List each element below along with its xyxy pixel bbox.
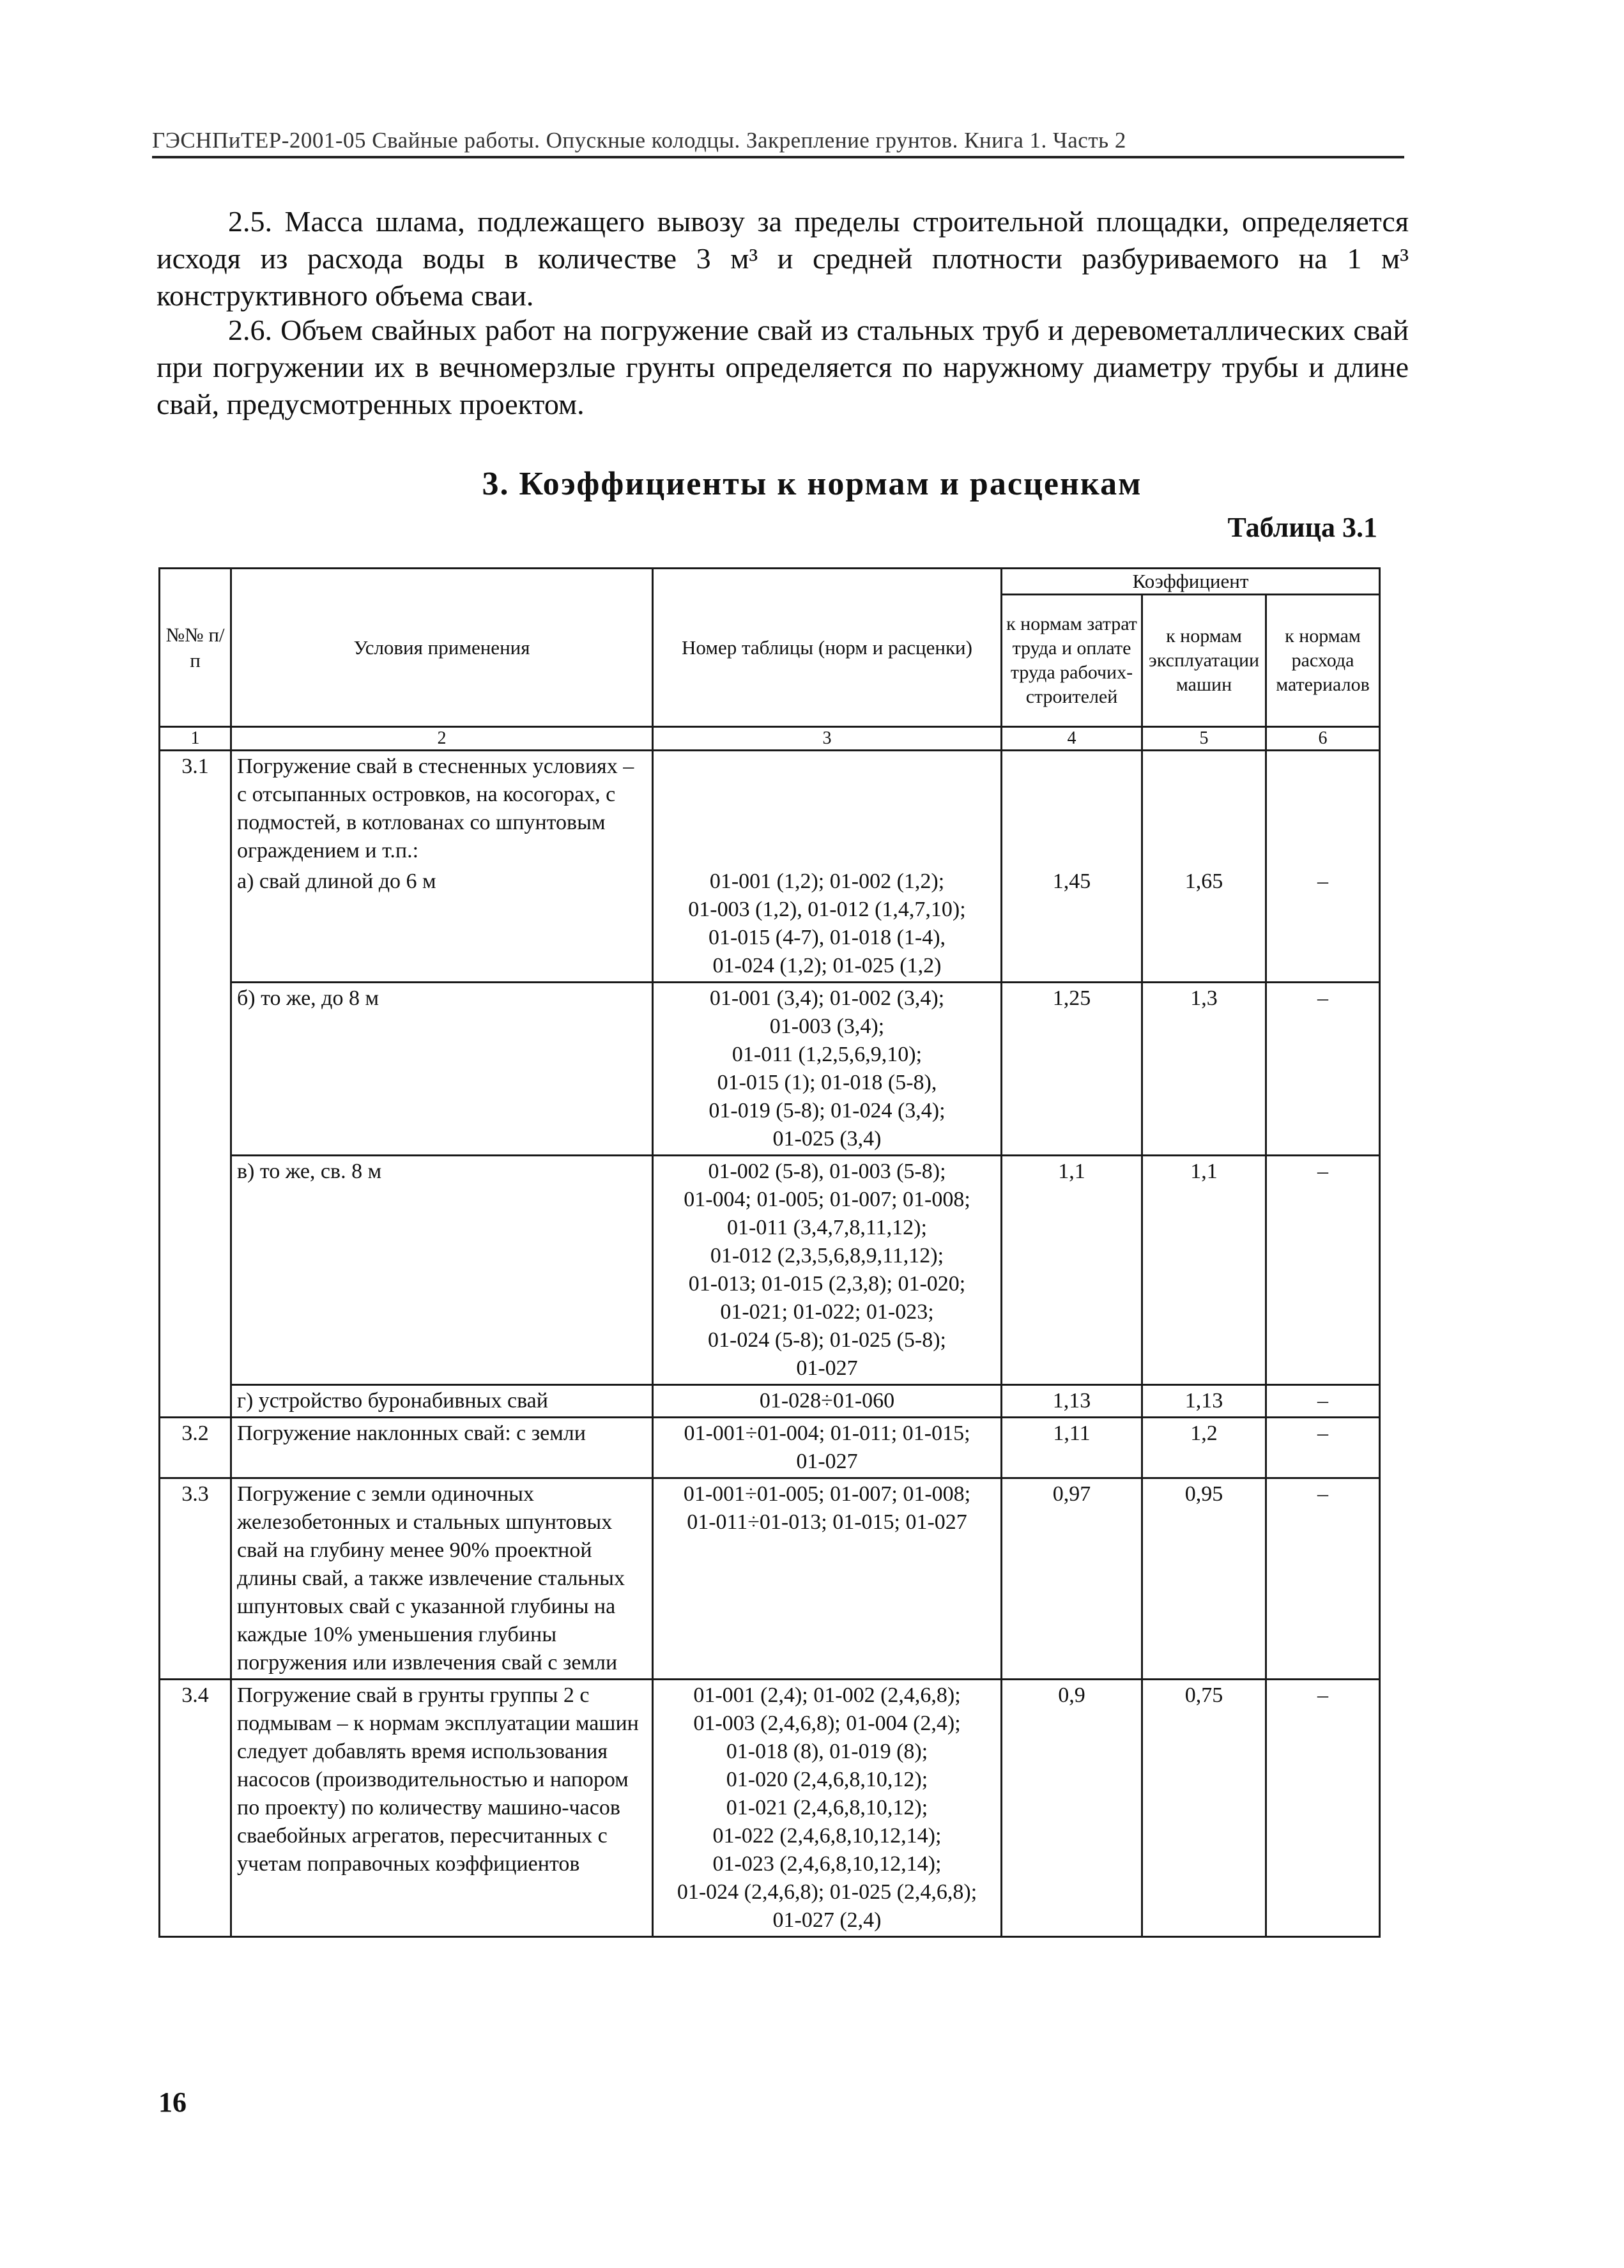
row-conditions-intro: Погружение свай в стесненных условиях – с отсыпанных островков, на косогорах, с подмостей, в котлованах со шпунтовым ограждением и т.п.: [231,751,653,867]
column-number: 2 [231,727,653,751]
table-row [160,866,1380,983]
row-number: 3.4 [160,1680,231,1937]
running-header: ГЭСНПиТЕР-2001-05 Свайные работы. Опускные колодцы. Закрепление грунтов. Книга 1. Часть 2 [152,128,1404,158]
coef-machines: 1,2 [1142,1418,1266,1478]
table-row [160,751,1380,867]
row-conditions: Погружение с земли одиночных железобетонных и стальных шпунтовых свай на глубину менее 90% проектной длины свай, а также извлечение стальных шпунтовых свай с указанной глубины на каждые 10% уменьшения глубины погружения или извлечения свай с земли [231,1478,653,1680]
column-number: 6 [1266,727,1380,751]
header-conditions: Условия применения [231,569,653,727]
coef-machines: 0,75 [1142,1680,1266,1937]
coef-labor: 1,45 [1002,866,1142,983]
row-conditions: Погружение наклонных свай: с земли [231,1418,653,1478]
row-conditions: в) то же, св. 8 м [231,1156,653,1385]
row-number: 3.2 [160,1418,231,1478]
row-table-numbers: 01-002 (5-8), 01-003 (5-8); 01-004; 01-005; 01-007; 01-008; 01-011 (3,4,7,8,11,12); 01-012 (2,3,5,6,8,9,11,12); 01-013; 01-015 (2,3,8); 01-020; 01-021; 01-022; 01-023; 01-024 (5-8); 01-025 (5-8); 01-027 [653,1156,1002,1385]
row-table-numbers: 01-028÷01-060 [653,1385,1002,1418]
coef-materials: – [1266,1156,1380,1385]
header-labor: к нормам затрат труда и оплате труда рабочих-строителей [1002,595,1142,727]
table-row [160,1478,1380,1680]
column-number: 3 [653,727,1002,751]
column-number: 5 [1142,727,1266,751]
header-table-number: Номер таблицы (норм и расценки) [653,569,1002,727]
coef-labor: 1,1 [1002,1156,1142,1385]
coef-materials: – [1266,1478,1380,1680]
coef-labor: 1,25 [1002,983,1142,1156]
header-machines: к нормам эксплуатации машин [1142,595,1266,727]
table-row [160,1680,1380,1937]
header-materials: к нормам расхода материалов [1266,595,1380,727]
row-table-numbers: 01-001 (2,4); 01-002 (2,4,6,8); 01-003 (2,4,6,8); 01-004 (2,4); 01-018 (8), 01-019 (8); 01-020 (2,4,6,8,10,12); 01-021 (2,4,6,8,10,12); 01-022 (2,4,6,8,10,12,14); 01-023 (2,4,6,8,10,12,14); 01-024 (2,4,6,8); 01-025 (2,4,6,8); 01-027 (2,4) [653,1680,1002,1937]
coef-machines: 1,1 [1142,1156,1266,1385]
coef-machines: 0,95 [1142,1478,1266,1680]
coef-materials: – [1266,1385,1380,1418]
column-numbers-row [160,727,1380,751]
page-number: 16 [158,2087,187,2118]
coef-labor: 0,9 [1002,1680,1142,1937]
row-conditions: а) свай длиной до 6 м [231,866,653,983]
column-number: 4 [1002,727,1142,751]
column-number: 1 [160,727,231,751]
row-conditions: Погружение свай в грунты группы 2 с подмывам – к нормам эксплуатации машин следует добавлять время использования насосов (производительностью и напором по проекту) по количеству машино-часов сваебойных агрегатов, пересчитанных с учетам поправочных коэффициентов [231,1680,653,1937]
coef-machines: 1,13 [1142,1385,1266,1418]
row-table-numbers: 01-001÷01-004; 01-011; 01-015; 01-027 [653,1418,1002,1478]
coef-materials: – [1266,866,1380,983]
coef-machines: 1,65 [1142,866,1266,983]
coef-materials: – [1266,983,1380,1156]
coef-materials: – [1266,1418,1380,1478]
row-table-numbers: 01-001÷01-005; 01-007; 01-008; 01-011÷01-013; 01-015; 01-027 [653,1478,1002,1680]
table-row [160,1156,1380,1385]
row-conditions: б) то же, до 8 м [231,983,653,1156]
row-number: 3.3 [160,1478,231,1680]
paragraph-2-5: 2.5. Масса шлама, подлежащего вывозу за пределы строительной площадки, определяется исходя из расхода воды в количестве 3 м³ и средней плотности разбуриваемого на 1 м³ конструктивного объема сваи. [157,205,1409,312]
coef-labor: 0,97 [1002,1478,1142,1680]
section-title: 3. Коэффициенты к нормам и расценкам [482,466,1142,502]
table-row [160,1418,1380,1478]
table-row [160,983,1380,1156]
row-table-numbers: 01-001 (3,4); 01-002 (3,4); 01-003 (3,4); 01-011 (1,2,5,6,9,10); 01-015 (1); 01-018 (5-8), 01-019 (5-8); 01-024 (3,4); 01-025 (3,4) [653,983,1002,1156]
coef-labor: 1,13 [1002,1385,1142,1418]
coef-machines: 1,3 [1142,983,1266,1156]
coef-labor: 1,11 [1002,1418,1142,1478]
coefficients-table [158,567,1381,1938]
header-coefficient: Коэффициент [1002,569,1380,595]
row-table-numbers: 01-001 (1,2); 01-002 (1,2); 01-003 (1,2), 01-012 (1,4,7,10); 01-015 (4-7), 01-018 (1-4), 01-024 (1,2); 01-025 (1,2) [653,866,1002,983]
coef-materials: – [1266,1680,1380,1937]
header-num: №№ п/п [160,569,231,727]
table-caption: Таблица 3.1 [1227,512,1377,543]
row-number: 3.1 [160,751,231,1418]
paragraph-2-6: 2.6. Объем свайных работ на погружение свай из стальных труб и деревометаллических свай при погружении их в вечномерзлые грунты определяется по наружному диаметру трубы и длине свай, предусмотренных проектом. [157,314,1409,420]
table-row [160,1385,1380,1418]
row-conditions: г) устройство буронабивных свай [231,1385,653,1418]
